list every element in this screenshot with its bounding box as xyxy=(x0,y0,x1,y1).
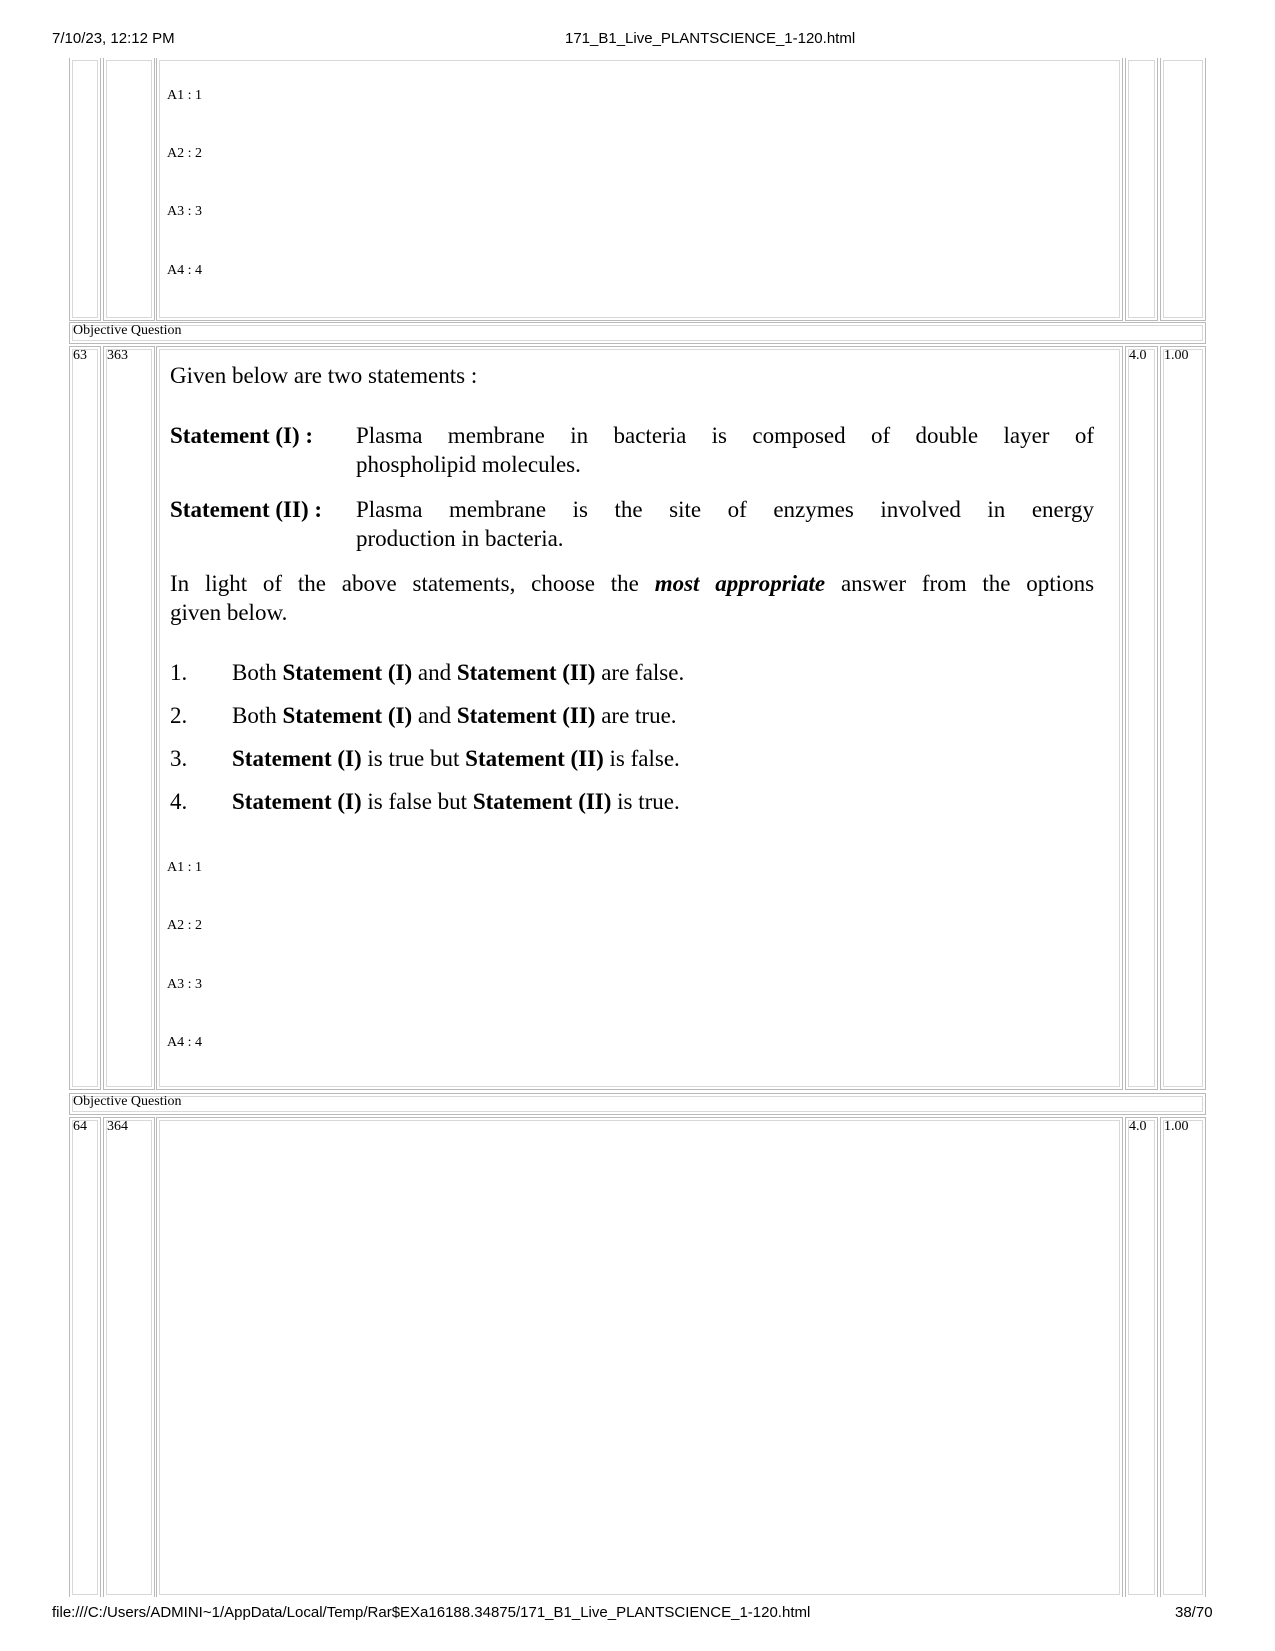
prev-content-cell xyxy=(156,58,1123,321)
q64-serial-cell xyxy=(69,1117,101,1597)
q63-statement1-line1: Plasma membrane in bacteria is composed of double layer of xyxy=(356,423,1094,448)
q63-marks-cell xyxy=(1125,346,1158,1090)
q63-id: 363 xyxy=(107,348,128,363)
q64-content-cell xyxy=(156,1117,1123,1597)
q63-answer-1: A1 : 1 xyxy=(167,860,202,875)
q63-negative: 1.00 xyxy=(1164,348,1189,363)
prev-answer-3: A3 : 3 xyxy=(167,204,202,219)
prev-serial-cell xyxy=(69,58,101,321)
q63-statement2-label: Statement (II) : xyxy=(170,497,323,522)
q64-negative: 1.00 xyxy=(1164,1119,1189,1134)
q63-option-3: Statement (I) is true but Statement (II) is false. xyxy=(232,746,680,771)
prev-answer-4: A4 : 4 xyxy=(167,263,202,278)
q63-statement1-label: Statement (I) : xyxy=(170,423,314,448)
prev-id-cell xyxy=(103,58,155,321)
q64-id-cell xyxy=(103,1117,155,1597)
q63-serial-cell xyxy=(69,346,101,1090)
q64-type-label: Objective Question xyxy=(73,1094,182,1109)
q63-type-label: Objective Question xyxy=(73,323,182,338)
q63-option-2: Both Statement (I) and Statement (II) are true. xyxy=(232,703,677,728)
q64-type-row xyxy=(69,1093,1206,1115)
q63-marks: 4.0 xyxy=(1129,348,1147,363)
q63-option-3-num: 3. xyxy=(170,746,188,771)
print-footer-path: file:///C:/Users/ADMINI~1/AppData/Local/Temp/Rar$EXa16188.34875/171_B1_Live_PLANTSCIENCE_1-120.html xyxy=(52,1604,811,1621)
q63-option-2-num: 2. xyxy=(170,703,188,728)
q63-intro: Given below are two statements : xyxy=(170,363,478,388)
q63-option-1-num: 1. xyxy=(170,660,188,685)
q63-statement2-line2: production in bacteria. xyxy=(356,526,564,551)
q63-option-1: Both Statement (I) and Statement (II) are false. xyxy=(232,660,685,685)
q63-answer-3: A3 : 3 xyxy=(167,977,202,992)
print-page-number: 38/70 xyxy=(1175,1604,1213,1621)
q64-negative-cell xyxy=(1160,1117,1206,1597)
q63-option-4: Statement (I) is false but Statement (II) is true. xyxy=(232,789,680,814)
q63-instruction-emphasis: most appropriate xyxy=(654,571,826,596)
q63-type-row xyxy=(69,322,1206,344)
prev-answer-1: A1 : 1 xyxy=(167,88,202,103)
print-datetime: 7/10/23, 12:12 PM xyxy=(52,30,175,47)
q63-statement2-line1: Plasma membrane is the site of enzymes involved in energy xyxy=(356,497,1094,522)
q63-id-cell xyxy=(103,346,155,1090)
prev-marks-cell xyxy=(1125,58,1158,321)
prev-negative-cell xyxy=(1160,58,1206,321)
q64-marks-cell xyxy=(1125,1117,1158,1597)
q63-instruction-pre: In light of the above statements, choose the xyxy=(170,571,639,596)
q63-instruction-line1 xyxy=(170,569,1094,598)
q63-option-4-num: 4. xyxy=(170,789,188,814)
q64-serial: 64 xyxy=(73,1119,87,1134)
print-title: 171_B1_Live_PLANTSCIENCE_1-120.html xyxy=(565,30,856,47)
q63-instruction-line2: given below. xyxy=(170,600,288,625)
prev-answer-2: A2 : 2 xyxy=(167,146,202,161)
q63-instruction-post: answer from the options xyxy=(840,571,1095,596)
q64-marks: 4.0 xyxy=(1129,1119,1147,1134)
q63-statement1-line2: phospholipid molecules. xyxy=(356,452,581,477)
q64-id: 364 xyxy=(107,1119,128,1134)
q63-negative-cell xyxy=(1160,346,1206,1090)
q63-serial: 63 xyxy=(73,348,87,363)
q63-answer-4: A4 : 4 xyxy=(167,1035,202,1050)
q63-answer-2: A2 : 2 xyxy=(167,918,202,933)
